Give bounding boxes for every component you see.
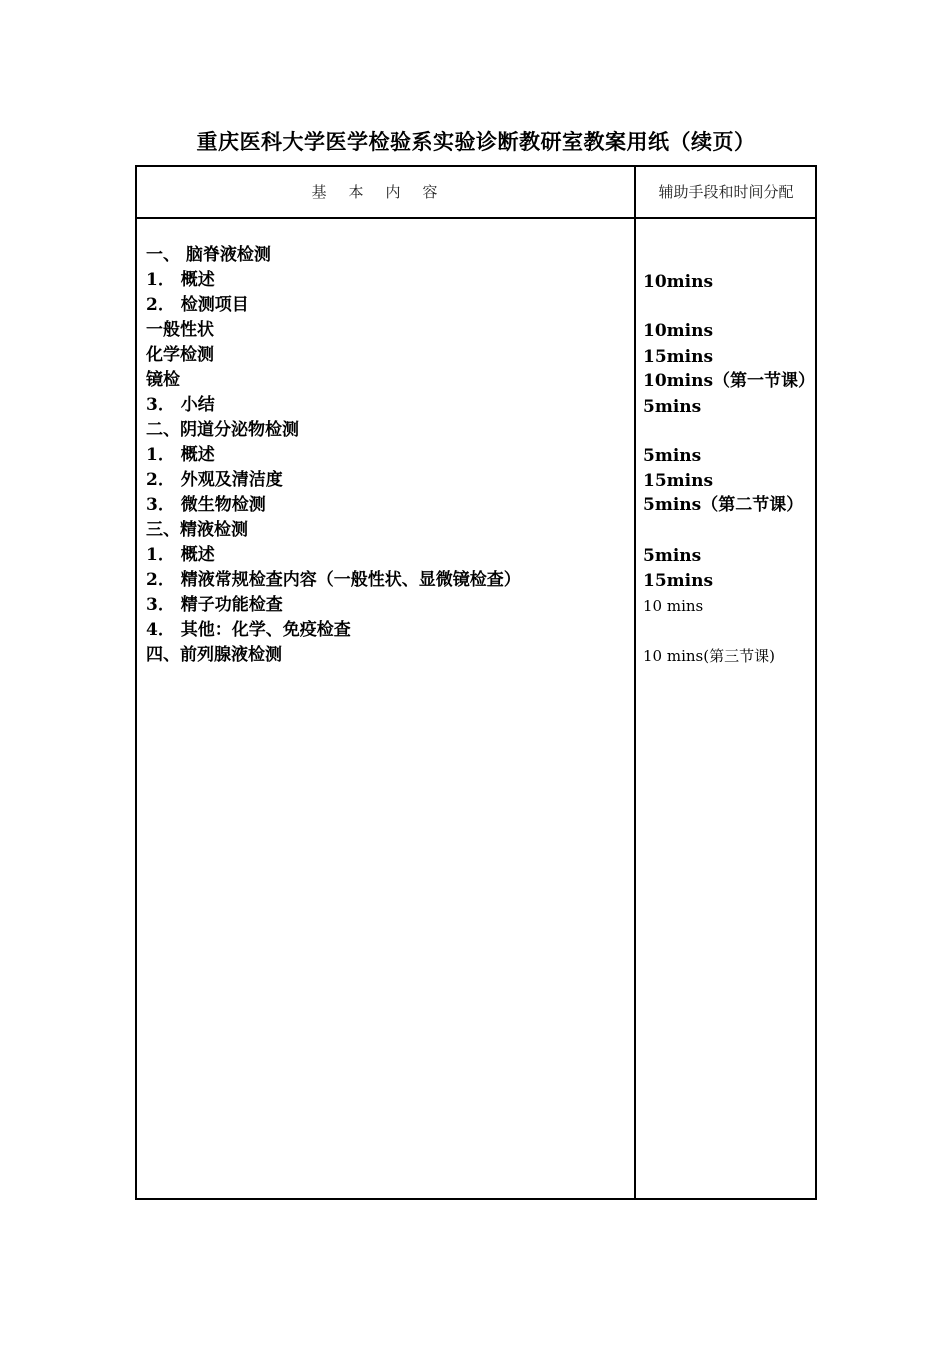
time-entry: 5mins	[643, 397, 702, 417]
content-line: 四、前列腺液检测	[146, 645, 282, 665]
content-line: 2． 检测项目	[146, 295, 249, 315]
content-line: 化学检测	[146, 345, 214, 365]
time-entry: 15mins	[643, 347, 714, 367]
time-entry: 10 mins(第三节课)	[643, 647, 775, 665]
content-line: 1． 概述	[146, 270, 215, 290]
time-entry: 10mins	[643, 321, 714, 341]
content-line: 2． 外观及清洁度	[146, 470, 283, 490]
time-entry: 5mins（第二节课）	[643, 495, 804, 515]
header-time-allocation: 辅助手段和时间分配	[658, 183, 794, 201]
time-entry: 15mins	[643, 471, 714, 491]
content-line: 3． 小结	[146, 395, 215, 415]
time-entry: 15mins	[643, 571, 714, 591]
time-entry: 5mins	[643, 546, 702, 566]
content-line: 3． 微生物检测	[146, 495, 266, 515]
time-entry: 10mins	[643, 272, 714, 292]
time-entry: 10 mins	[643, 597, 704, 615]
content-line: 1． 概述	[146, 545, 215, 565]
column-divider	[634, 167, 636, 1198]
content-line: 二、阴道分泌物检测	[146, 420, 299, 440]
time-entry: 10mins（第一节课）	[643, 371, 816, 391]
content-line: 一般性状	[146, 320, 214, 340]
content-line: 1． 概述	[146, 445, 215, 465]
header-divider	[137, 217, 815, 219]
content-line: 4． 其他：化学、免疫检查	[146, 620, 351, 640]
content-line: 一、 脑脊液检测	[146, 245, 271, 265]
content-line: 三、精液检测	[146, 520, 248, 540]
content-line: 2． 精液常规检查内容（一般性状、显微镜检查）	[146, 570, 521, 590]
time-entry: 5mins	[643, 446, 702, 466]
header-basic-content: 基本内容	[311, 183, 460, 201]
lesson-plan-table	[135, 165, 817, 1200]
document-title: 重庆医科大学医学检验系实验诊断教研室教案用纸（续页）	[196, 129, 756, 154]
content-line: 3． 精子功能检查	[146, 595, 283, 615]
content-line: 镜检	[146, 370, 180, 390]
